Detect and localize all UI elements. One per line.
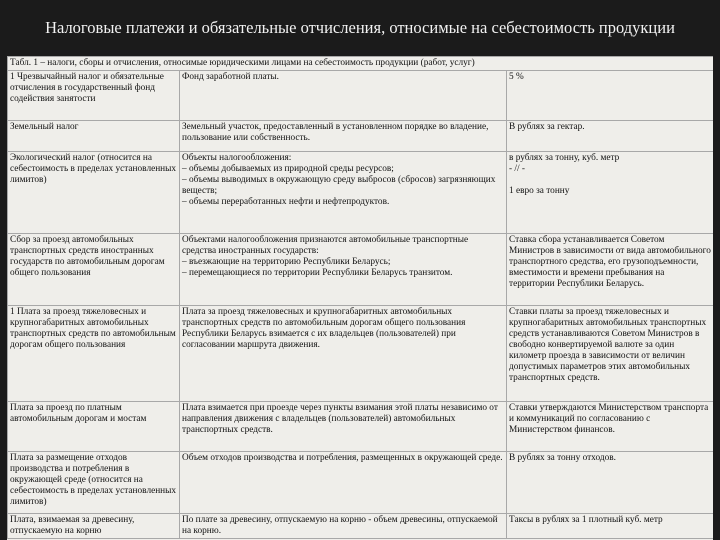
tax-base-cell: Плата за проезд тяжеловесных и крупногабаритных автомобильных транспортных средств по автомобильным дорогам общего пользования Республики Беларусь взимается с их владельцев (пользователей) при согласовании маршрута движения. [180, 306, 507, 402]
table-caption: Табл. 1 – налоги, сборы и отчисления, относимые юридическими лицами на себестоимость продукции (работ, услуг) [8, 57, 714, 71]
tax-name-cell: 1 Плата за проезд тяжеловесных и крупногабаритных автомобильных транспортных средств по автомобильным дорогам общего пользования [8, 306, 180, 402]
tax-name-cell: Земельный налог [8, 121, 180, 152]
tax-base-cell: Плата взимается при проезде через пункты взимания этой платы независимо от направления движения с владельцев (пользователей) автомобильных транспортных средств. [180, 402, 507, 452]
table-row [8, 514, 714, 539]
table-caption-row [8, 57, 714, 71]
tax-name-cell: Плата за проезд по платным автомобильным дорогам и мостам [8, 402, 180, 452]
tax-rate-cell: 5 % [507, 71, 714, 121]
tax-base-cell: Фонд заработной платы. [180, 71, 507, 121]
slide-title: Налоговые платежи и обязательные отчисления, относимые на себестоимость продукции [45, 18, 675, 37]
tax-name-cell: 1 Чрезвычайный налог и обязательные отчисления в государственный фонд содействия занятости [8, 71, 180, 121]
tax-base-cell: По плате за древесину, отпускаемую на корню - объем древесины, отпускаемой на корню. [180, 514, 507, 539]
table-row [8, 121, 714, 152]
tax-name-cell: Плата, взимаемая за древесину, отпускаемую на корню [8, 514, 180, 539]
table-row [8, 306, 714, 402]
tax-rate-cell: В рублях за гектар. [507, 121, 714, 152]
tax-name-cell: Экологический налог (относится на себестоимость в пределах установленных лимитов) [8, 152, 180, 234]
table-row [8, 402, 714, 452]
tax-rate-cell: Ставки утверждаются Министерством транспорта и коммуникаций по согласованию с Министерством финансов. [507, 402, 714, 452]
tax-name-cell: Плата за размещение отходов производства и потребления в окружающей среде (относится на себестоимость в пределах установленных лимитов) [8, 452, 180, 514]
table-row [8, 452, 714, 514]
tax-rate-cell: Ставки платы за проезд тяжеловесных и крупногабаритных автомобильных транспортных средств устанавливаются Советом Министров в свободно конвертируемой валюте за один километр проезда в зависимости от величин допустимых параметров этих автомобильных транспортных средств. [507, 306, 714, 402]
tax-rate-cell: В рублях за тонну отходов. [507, 452, 714, 514]
tax-base-cell: Земельный участок, предоставленный в установленном порядке во владение, пользование или собственность. [180, 121, 507, 152]
tax-rate-cell: Таксы в рублях за 1 плотный куб. метр [507, 514, 714, 539]
tax-rate-cell: в рублях за тонну, куб. метр - // - 1 евро за тонну [507, 152, 714, 234]
tax-base-cell: Объем отходов производства и потребления, размещенных в окружающей среде. [180, 452, 507, 514]
tax-base-cell: Объекты налогообложения: – объемы добываемых из природной среды ресурсов; – объемы выводимых в окружающую среду выбросов (сбросов) загрязняющих веществ; – объемы переработанных нефти и нефтепродуктов. [180, 152, 507, 234]
tax-table [7, 56, 713, 539]
tax-table-container [7, 56, 713, 540]
table-row [8, 71, 714, 121]
table-row [8, 234, 714, 306]
tax-base-cell: Объектами налогообложения признаются автомобильные транспортные средства иностранных государств: – въезжающие на территорию Республики Беларусь; – перемещающиеся по территории Республики Беларусь транзитом. [180, 234, 507, 306]
tax-name-cell: Сбор за проезд автомобильных транспортных средств иностранных государств по автомобильным дорогам общего пользования [8, 234, 180, 306]
tax-rate-cell: Ставка сбора устанавливается Советом Министров в зависимости от вида автомобильного транспортного средства, его грузоподъемности, вместимости и времени пребывания на территории Республики Беларусь. [507, 234, 714, 306]
table-row [8, 152, 714, 234]
